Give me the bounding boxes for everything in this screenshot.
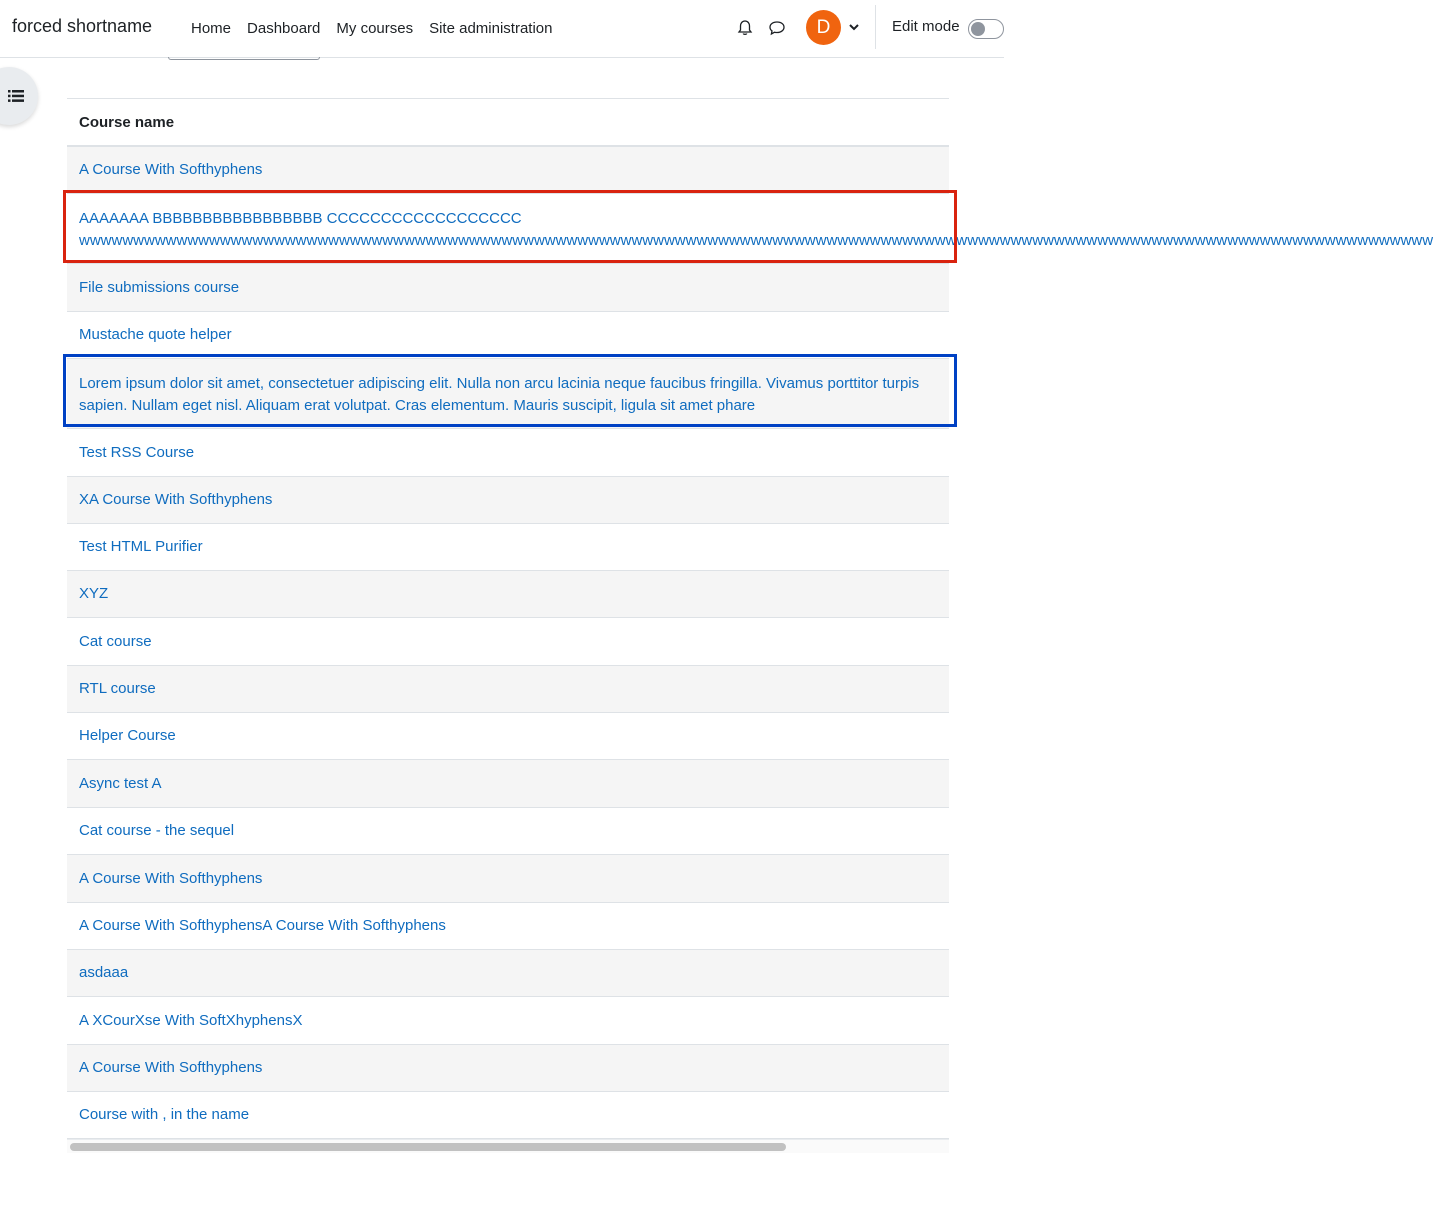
table-row (67, 524, 949, 571)
notifications-bell-icon[interactable] (735, 18, 755, 38)
course-link[interactable]: Course with , in the name (79, 1106, 250, 1123)
course-link-continued[interactable]: wwwwwwwwwwwwwwwwwwwwwwwwwwwwwwwwwwwwwwwwwwwwwwwwwwwwwwwwwwwwwwwwwwwwwwwwwwwwwwwwwwwwwwwwwwwwwwwwwwwwwwwwwwwwwwwwwwwwwwwwwwwww (79, 232, 1433, 249)
table-row (67, 997, 949, 1045)
nav-my-courses[interactable]: My courses (336, 20, 414, 37)
course-link[interactable]: Test HTML Purifier (79, 538, 203, 555)
course-link[interactable]: asdaaa (79, 964, 129, 981)
course-link[interactable]: A XCourXse With SoftXhyphensX (79, 1011, 303, 1029)
course-link[interactable]: A Course With Softhyphens (79, 1059, 263, 1076)
course-link[interactable]: A Course With SofthyphensA Course With Softhyphens (79, 917, 446, 934)
site-brand[interactable]: forced shortname (12, 16, 153, 36)
scrollbar-thumb[interactable] (70, 1143, 786, 1151)
table-row (67, 477, 949, 524)
table-row (67, 903, 949, 950)
table-row (67, 855, 949, 903)
highlight-box-blue (63, 354, 957, 427)
table-row (67, 808, 949, 855)
toggle-knob (971, 22, 985, 36)
course-link[interactable]: Async test A (79, 774, 162, 792)
table-row (67, 264, 949, 312)
table-row (67, 760, 949, 808)
course-link[interactable]: File submissions course (79, 278, 240, 296)
course-link[interactable]: AAAAAAA BBBBBBBBBBBBBBBBB CCCCCCCCCCCCCCCCCC (79, 210, 522, 227)
course-link[interactable]: A Course With Softhyphens (79, 869, 263, 887)
course-link[interactable]: Lorem ipsum dolor sit amet, consectetuer adipiscing elit. Nulla non arcu lacinia neque faucibus fringilla. Vivamus porttitor turpis sapien. Nullam eget nisl. Aliquam erat volutpat. Cras elementum. Mauris suscipit, ligula sit amet phare (79, 375, 920, 414)
edit-mode-label: Edit mode (892, 18, 960, 35)
course-link[interactable]: A Course With Softhyphens (79, 161, 263, 178)
table-row (67, 429, 949, 477)
table-row (67, 1045, 949, 1092)
nav-site-administration[interactable]: Site administration (429, 20, 553, 37)
course-link[interactable]: Cat course - the sequel (79, 822, 235, 839)
navbar-divider (875, 5, 876, 49)
table-row (67, 147, 949, 194)
chevron-down-icon[interactable] (847, 20, 861, 34)
table-row (67, 571, 949, 618)
course-link[interactable]: RTL course (79, 680, 156, 697)
course-index-drawer-button[interactable] (0, 67, 38, 125)
table-row (67, 666, 949, 713)
highlight-box-red (63, 190, 1433, 263)
nav-dashboard[interactable]: Dashboard (247, 20, 321, 37)
table-row (67, 950, 949, 997)
table-row (67, 713, 949, 760)
table-row (67, 1092, 949, 1139)
edit-mode-toggle[interactable] (968, 19, 1004, 39)
primary-navigation (183, 0, 561, 57)
table-row (67, 618, 949, 666)
course-link[interactable]: XYZ (79, 585, 109, 602)
user-avatar[interactable]: D (806, 10, 841, 45)
table-row (67, 312, 949, 359)
top-navbar (0, 0, 1004, 58)
course-link[interactable]: Helper Course (79, 727, 176, 744)
horizontal-scrollbar[interactable] (67, 1139, 949, 1153)
course-link[interactable]: XA Course With Softhyphens (79, 491, 273, 508)
messages-chat-icon[interactable] (767, 18, 787, 38)
list-icon (8, 89, 24, 103)
column-header-course-name[interactable]: Course name (67, 99, 949, 147)
nav-home[interactable]: Home (191, 20, 232, 37)
hidden-button-edge (168, 57, 320, 60)
course-link[interactable]: Test RSS Course (79, 443, 195, 461)
course-link[interactable]: Mustache quote helper (79, 326, 232, 343)
course-link[interactable]: Cat course (79, 632, 152, 650)
